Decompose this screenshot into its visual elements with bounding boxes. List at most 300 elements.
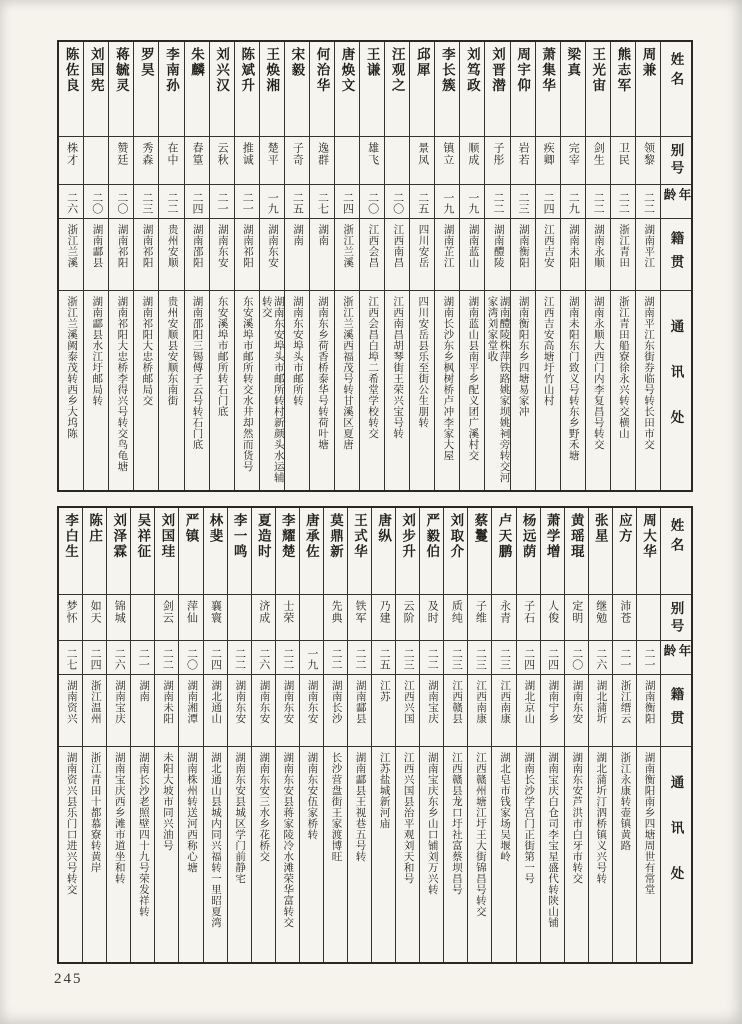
person-native-place: 湖南宁乡 bbox=[541, 674, 564, 746]
person-alias: 如天 bbox=[83, 594, 106, 640]
person-age: 二二 bbox=[276, 640, 299, 674]
person-name: 萧学增 bbox=[544, 513, 560, 560]
person-native-place: 湖北蒲圻 bbox=[589, 674, 612, 746]
person-age: 二一 bbox=[131, 640, 154, 674]
person-age: 二三 bbox=[468, 640, 491, 674]
person-native-place: 浙江青田 bbox=[611, 218, 635, 290]
page-number: 245 bbox=[54, 971, 83, 987]
person-address: 湖南宝庆西乡滩市道坐和转 bbox=[107, 746, 130, 962]
directory-table-top bbox=[57, 40, 693, 492]
person-native-place: 湖南 bbox=[131, 674, 154, 746]
person-name: 蔡鬘 bbox=[472, 513, 488, 544]
person-address: 贵州安顺县安顺东南街 bbox=[159, 290, 183, 490]
person-age: 二〇 bbox=[565, 640, 588, 674]
person-native-place: 江西南康 bbox=[468, 674, 491, 746]
person-name: 杨远荫 bbox=[520, 513, 536, 560]
person-age: 二〇 bbox=[360, 184, 384, 218]
person-alias: 子维 bbox=[468, 594, 491, 640]
person-native-place: 湖南芷江 bbox=[435, 218, 459, 290]
person-address: 湖南祁阳大忠桥李得兴号转交鸟龟塘 bbox=[109, 290, 133, 490]
person-name: 朱麟 bbox=[189, 47, 205, 78]
person-name: 唐焕文 bbox=[339, 47, 355, 94]
person-native-place: 湖南东安 bbox=[260, 218, 284, 290]
person-address: 湖南东乡荷香桥泰华号转荷叶塘 bbox=[310, 290, 334, 490]
header-alias: 别号 bbox=[661, 594, 691, 640]
person-alias: 定明 bbox=[565, 594, 588, 640]
table-row bbox=[260, 42, 285, 490]
person-alias: 在中 bbox=[159, 136, 183, 184]
person-age: 二五 bbox=[410, 184, 434, 218]
person-native-place: 湖南永顺 bbox=[586, 218, 610, 290]
person-name: 唐纵 bbox=[376, 513, 392, 544]
person-native-place: 湖南醴陵 bbox=[485, 218, 509, 290]
person-alias bbox=[335, 136, 359, 184]
person-native-place: 江西南昌 bbox=[385, 218, 409, 290]
person-address: 江西赣州塘江圩王大街锦昌号转交 bbox=[468, 746, 491, 962]
person-alias: 株才 bbox=[59, 136, 83, 184]
table-row bbox=[517, 508, 541, 962]
person-alias: 继勉 bbox=[589, 594, 612, 640]
table-row bbox=[360, 42, 385, 490]
person-native-place: 湖南长沙 bbox=[324, 674, 347, 746]
person-alias: 人俊 bbox=[541, 594, 564, 640]
person-alias: 乃建 bbox=[372, 594, 395, 640]
table-row bbox=[485, 42, 510, 490]
person-name: 莫鼎新 bbox=[327, 513, 343, 560]
person-address: 湖南长沙学宫门正街第一号 bbox=[517, 746, 540, 962]
person-name: 蒋毓灵 bbox=[113, 47, 129, 94]
person-alias: 卫民 bbox=[611, 136, 635, 184]
person-address: 东安溪埠市邮所转交水井却然而货号 bbox=[235, 290, 259, 490]
person-native-place: 贵州安顺 bbox=[159, 218, 183, 290]
person-name: 黄瑶琨 bbox=[568, 513, 584, 560]
person-native-place: 浙江缙云 bbox=[613, 674, 636, 746]
person-age: 二九 bbox=[561, 184, 585, 218]
person-alias: 楚平 bbox=[260, 136, 284, 184]
header-address: 通讯处 bbox=[661, 746, 691, 962]
person-address: 湖南邵阳三锡傅子云号转石门底 bbox=[185, 290, 209, 490]
person-alias: 子彤 bbox=[485, 136, 509, 184]
person-age: 二四 bbox=[83, 640, 106, 674]
header-column bbox=[661, 508, 691, 962]
person-alias: 锦城 bbox=[107, 594, 130, 640]
person-age: 二五 bbox=[285, 184, 309, 218]
person-address: 湖南长沙东乡枫树桥卢冲李家大屋 bbox=[435, 290, 459, 490]
person-native-place: 湖南衡阳 bbox=[637, 674, 660, 746]
header-age: 年龄 bbox=[661, 184, 691, 218]
table-row bbox=[59, 508, 83, 962]
person-native-place: 湖南宝庆 bbox=[107, 674, 130, 746]
person-age: 二二 bbox=[348, 640, 371, 674]
person-alias bbox=[385, 136, 409, 184]
person-native-place: 湖南衡阳 bbox=[511, 218, 535, 290]
person-name: 刘泽霖 bbox=[111, 513, 127, 560]
table-row bbox=[210, 42, 235, 490]
table-row bbox=[228, 508, 252, 962]
person-address: 湖南酃县王视巷五号转 bbox=[348, 746, 371, 962]
person-name: 刘取介 bbox=[448, 513, 464, 560]
person-native-place: 湖南祁阳 bbox=[134, 218, 158, 290]
person-alias: 沛苍 bbox=[613, 594, 636, 640]
person-alias: 领黎 bbox=[636, 136, 660, 184]
person-native-place: 浙江温州 bbox=[83, 674, 106, 746]
person-native-place: 湖南祁阳 bbox=[235, 218, 259, 290]
person-address: 湖南醴陵株萍铁路姚家坝姚祠旁转交河家湾刘家堂收 bbox=[485, 290, 509, 490]
person-age: 二三 bbox=[444, 640, 467, 674]
person-age: 二二 bbox=[324, 640, 347, 674]
person-name: 周宇仰 bbox=[515, 47, 531, 94]
person-address: 湖南东安三水乡花桥交 bbox=[252, 746, 275, 962]
person-alias: 春篁 bbox=[185, 136, 209, 184]
person-address: 湖南东安埠头市邮所转村新颜头水运辅转交 bbox=[260, 290, 284, 490]
table-row bbox=[460, 42, 485, 490]
person-age: 二三 bbox=[511, 184, 535, 218]
person-age: 二〇 bbox=[109, 184, 133, 218]
person-age: 二四 bbox=[536, 184, 560, 218]
person-age: 二二 bbox=[228, 640, 251, 674]
table-row bbox=[435, 42, 460, 490]
person-address: 湖南株州转送河西称心塘 bbox=[179, 746, 202, 962]
person-address: 江西赣县龙口圩社富蔡坝昌号 bbox=[444, 746, 467, 962]
table-row bbox=[492, 508, 516, 962]
table-row bbox=[131, 508, 155, 962]
header-column bbox=[661, 42, 691, 490]
person-alias: 先典 bbox=[324, 594, 347, 640]
person-name: 刘兴汉 bbox=[214, 47, 230, 94]
header-place: 籍贯 bbox=[661, 218, 691, 290]
table-row bbox=[410, 42, 435, 490]
person-name: 熊志军 bbox=[615, 47, 631, 94]
person-name: 严毅伯 bbox=[424, 513, 440, 560]
person-alias bbox=[228, 594, 251, 640]
person-name: 李一鸣 bbox=[231, 513, 247, 560]
person-native-place: 湖南平江 bbox=[636, 218, 660, 290]
person-alias bbox=[131, 594, 154, 640]
person-name: 夏造时 bbox=[255, 513, 271, 560]
person-address: 湖北皂市钱家场吴堰岭 bbox=[492, 746, 515, 962]
person-address: 湖南祁阳大忠桥邮局交 bbox=[134, 290, 158, 490]
person-age: 二〇 bbox=[84, 184, 108, 218]
person-native-place: 四川安岳 bbox=[410, 218, 434, 290]
person-alias: 秀森 bbox=[134, 136, 158, 184]
person-address: 四川安岳县乐至街公生朋转 bbox=[410, 290, 434, 490]
person-native-place: 湖南蓝山 bbox=[460, 218, 484, 290]
person-age: 二二 bbox=[586, 184, 610, 218]
person-age: 二五 bbox=[372, 640, 395, 674]
table-row bbox=[637, 508, 661, 962]
person-name: 宋毅 bbox=[289, 47, 305, 78]
table-row bbox=[84, 42, 109, 490]
person-age: 二四 bbox=[517, 640, 540, 674]
person-name: 唐承佐 bbox=[303, 513, 319, 560]
person-native-place: 湖南东安 bbox=[252, 674, 275, 746]
person-address: 浙江兰溪西福茂号转甘溪区夏唐 bbox=[335, 290, 359, 490]
person-alias: 镇立 bbox=[435, 136, 459, 184]
person-address: 未阳大坡市同兴油号 bbox=[155, 746, 178, 962]
table-row bbox=[310, 42, 335, 490]
person-name: 应方 bbox=[616, 513, 632, 544]
person-age: 二七 bbox=[59, 640, 82, 674]
person-address: 湖南平江东街券临号转长田市交 bbox=[636, 290, 660, 490]
person-alias: 完宰 bbox=[561, 136, 585, 184]
person-name: 何治华 bbox=[314, 47, 330, 94]
person-name: 张星 bbox=[592, 513, 608, 544]
header-name: 姓名 bbox=[668, 518, 684, 557]
person-address: 湖南宝庆白仓司李宝星盛代转陕山铺 bbox=[541, 746, 564, 962]
person-native-place: 湖南东安 bbox=[565, 674, 588, 746]
person-address: 湖南衡阳东乡四塘易家冲 bbox=[511, 290, 535, 490]
person-alias: 剑生 bbox=[586, 136, 610, 184]
person-name: 吴祥征 bbox=[135, 513, 151, 560]
person-address: 浙江青田船寮徐永兴转交横山 bbox=[611, 290, 635, 490]
table-row bbox=[565, 508, 589, 962]
person-name: 刘步升 bbox=[400, 513, 416, 560]
person-address: 湖南衡阳南乡四塘周世有常堂 bbox=[637, 746, 660, 962]
person-age: 一九 bbox=[260, 184, 284, 218]
person-alias: 云阶 bbox=[396, 594, 419, 640]
person-name: 严镇 bbox=[183, 513, 199, 544]
table-row bbox=[285, 42, 310, 490]
person-native-place: 湖南东安 bbox=[228, 674, 251, 746]
person-name: 王光宙 bbox=[590, 47, 606, 94]
table-row bbox=[252, 508, 276, 962]
table-row bbox=[235, 42, 260, 490]
person-address: 江西兴国县治平观刘天和号 bbox=[396, 746, 419, 962]
table-row bbox=[276, 508, 300, 962]
person-address: 湖南东安伍家桥转 bbox=[300, 746, 323, 962]
person-alias: 梦怀 bbox=[59, 594, 82, 640]
table-row bbox=[561, 42, 586, 490]
table-row bbox=[335, 42, 360, 490]
table-row bbox=[586, 42, 611, 490]
person-native-place: 湖南 bbox=[285, 218, 309, 290]
person-alias bbox=[300, 594, 323, 640]
person-age: 二四 bbox=[204, 640, 227, 674]
person-name: 李耀楚 bbox=[279, 513, 295, 560]
person-native-place: 湖北京山 bbox=[517, 674, 540, 746]
person-age: 二一 bbox=[235, 184, 259, 218]
person-native-place: 湖南邵阳 bbox=[185, 218, 209, 290]
person-native-place: 浙江兰溪 bbox=[59, 218, 83, 290]
person-alias: 逸群 bbox=[310, 136, 334, 184]
person-age: 二四 bbox=[541, 640, 564, 674]
person-native-place: 湖南 bbox=[310, 218, 334, 290]
person-address: 江西南昌胡琴街王荣兴宝号转 bbox=[385, 290, 409, 490]
table-row bbox=[155, 508, 179, 962]
person-alias: 岩若 bbox=[511, 136, 535, 184]
person-age: 二三 bbox=[492, 640, 515, 674]
person-native-place: 江西南康 bbox=[492, 674, 515, 746]
person-name: 梁真 bbox=[565, 47, 581, 78]
person-age: 二四 bbox=[335, 184, 359, 218]
person-age: 一九 bbox=[460, 184, 484, 218]
table-row bbox=[134, 42, 159, 490]
header-address: 通讯处 bbox=[661, 290, 691, 490]
person-age: 二四 bbox=[185, 184, 209, 218]
person-native-place: 浙江兰溪 bbox=[335, 218, 359, 290]
table-row bbox=[420, 508, 444, 962]
person-age: 二六 bbox=[59, 184, 83, 218]
person-native-place: 江苏 bbox=[372, 674, 395, 746]
person-address: 东安溪埠市邮所转石门底 bbox=[210, 290, 234, 490]
person-alias: 推诚 bbox=[235, 136, 259, 184]
person-address: 浙江永康转壶镇黄路 bbox=[613, 746, 636, 962]
table-row bbox=[444, 508, 468, 962]
person-name: 王式华 bbox=[352, 513, 368, 560]
person-name: 刘国宪 bbox=[88, 47, 104, 94]
person-age: 二六 bbox=[107, 640, 130, 674]
header-name: 姓名 bbox=[668, 52, 684, 91]
table-row bbox=[385, 42, 410, 490]
person-address: 湖北蒲圻汀泗桥镇义兴号转 bbox=[589, 746, 612, 962]
person-address: 江西吉安高塘圩竹山村 bbox=[536, 290, 560, 490]
person-address: 湖南永顺大西门内李复昌号转交 bbox=[586, 290, 610, 490]
table-row bbox=[611, 42, 636, 490]
person-alias: 赞廷 bbox=[109, 136, 133, 184]
person-address: 湖南东安县蒋家陵冷水滩荣华富转交 bbox=[276, 746, 299, 962]
person-age: 二六 bbox=[252, 640, 275, 674]
person-name: 李南孙 bbox=[163, 47, 179, 94]
person-address: 湖南宝庆东乡山口铺刘万兴转 bbox=[420, 746, 443, 962]
person-name: 罗昊 bbox=[138, 47, 154, 78]
person-name: 卢天鹏 bbox=[496, 513, 512, 560]
person-name: 陈庄 bbox=[87, 513, 103, 544]
person-address: 江西会昌白埠二希堂学校转交 bbox=[360, 290, 384, 490]
person-alias: 永青 bbox=[492, 594, 515, 640]
person-address: 湖南东安县城区学门前静宅 bbox=[228, 746, 251, 962]
person-age: 二〇 bbox=[385, 184, 409, 218]
person-age: 二二 bbox=[636, 184, 660, 218]
person-address: 湖南资兴县乐门口进兴号转交 bbox=[59, 746, 82, 962]
table-row bbox=[613, 508, 637, 962]
person-age: 一九 bbox=[435, 184, 459, 218]
person-native-place: 湖南东安 bbox=[276, 674, 299, 746]
person-alias: 铁军 bbox=[348, 594, 371, 640]
person-alias: 雄飞 bbox=[360, 136, 384, 184]
person-native-place: 湖南未阳 bbox=[561, 218, 585, 290]
person-native-place: 湖南宝庆 bbox=[420, 674, 443, 746]
person-name: 刘国珪 bbox=[159, 513, 175, 560]
person-address: 湖南东安芦洪市白牙市转交 bbox=[565, 746, 588, 962]
person-address: 湖南蓝山县南平乡配义团广溪村交 bbox=[460, 290, 484, 490]
table-row bbox=[511, 42, 536, 490]
table-row bbox=[59, 42, 84, 490]
person-native-place: 湖南祁阳 bbox=[109, 218, 133, 290]
table-row bbox=[179, 508, 203, 962]
person-alias: 士荣 bbox=[276, 594, 299, 640]
person-native-place: 湖南资兴 bbox=[59, 674, 82, 746]
table-row bbox=[159, 42, 184, 490]
person-address: 湖南东安埠头市邮所转 bbox=[285, 290, 309, 490]
person-alias: 顺成 bbox=[460, 136, 484, 184]
person-age: 二二 bbox=[420, 640, 443, 674]
person-name: 邱犀 bbox=[414, 47, 430, 78]
person-name: 汪观之 bbox=[389, 47, 405, 94]
person-alias: 子奇 bbox=[285, 136, 309, 184]
header-age: 年龄 bbox=[661, 640, 691, 674]
person-native-place: 湖南东安 bbox=[210, 218, 234, 290]
person-native-place: 江西吉安 bbox=[536, 218, 560, 290]
person-alias: 襄寰 bbox=[204, 594, 227, 640]
person-alias: 剑云 bbox=[155, 594, 178, 640]
person-name: 李白生 bbox=[63, 513, 79, 560]
person-address: 湖南酃县水江圩邮局转 bbox=[84, 290, 108, 490]
person-alias: 疾卿 bbox=[536, 136, 560, 184]
table-row bbox=[348, 508, 372, 962]
person-name: 刘笃政 bbox=[464, 47, 480, 94]
person-name: 萧集华 bbox=[540, 47, 556, 94]
person-alias: 质纯 bbox=[444, 594, 467, 640]
header-place: 籍贯 bbox=[661, 674, 691, 746]
person-native-place: 湖南酃县 bbox=[348, 674, 371, 746]
person-address: 湖南未阳东门致义号转东乡野禾塘 bbox=[561, 290, 585, 490]
person-name: 林斐 bbox=[207, 513, 223, 544]
table-row bbox=[541, 508, 565, 962]
person-age: 二六 bbox=[589, 640, 612, 674]
person-alias: 及时 bbox=[420, 594, 443, 640]
person-name: 李长簇 bbox=[439, 47, 455, 94]
table-row bbox=[536, 42, 561, 490]
person-address: 江苏盐城新河庙 bbox=[372, 746, 395, 962]
person-alias: 云秋 bbox=[210, 136, 234, 184]
person-alias bbox=[84, 136, 108, 184]
person-age: 二七 bbox=[310, 184, 334, 218]
person-name: 周兼 bbox=[640, 47, 656, 78]
person-age: 二三 bbox=[134, 184, 158, 218]
person-native-place: 江西会昌 bbox=[360, 218, 384, 290]
person-age: 二〇 bbox=[179, 640, 202, 674]
person-age: 二三 bbox=[396, 640, 419, 674]
person-age: 二二 bbox=[611, 184, 635, 218]
person-name: 王谦 bbox=[364, 47, 380, 78]
person-alias: 子石 bbox=[517, 594, 540, 640]
person-name: 陈斌升 bbox=[239, 47, 255, 94]
table-row bbox=[372, 508, 396, 962]
table-row bbox=[109, 42, 134, 490]
person-age: 二一 bbox=[637, 640, 660, 674]
person-alias: 萍仙 bbox=[179, 594, 202, 640]
person-age: 二一 bbox=[210, 184, 234, 218]
person-age: 一九 bbox=[300, 640, 323, 674]
table-row bbox=[468, 508, 492, 962]
person-native-place: 湖南酃县 bbox=[84, 218, 108, 290]
person-native-place: 湖北通山 bbox=[204, 674, 227, 746]
person-alias bbox=[637, 594, 660, 640]
person-address: 浙江兰溪阙泰茂转西乡大坞陈 bbox=[59, 290, 83, 490]
table-row bbox=[83, 508, 107, 962]
person-native-place: 江西赣县 bbox=[444, 674, 467, 746]
table-row bbox=[396, 508, 420, 962]
person-age: 二二 bbox=[485, 184, 509, 218]
person-name: 周大华 bbox=[640, 513, 656, 560]
person-name: 陈佐良 bbox=[63, 47, 79, 94]
table-row bbox=[636, 42, 661, 490]
person-address: 长沙营盘街王家渡博旺 bbox=[324, 746, 347, 962]
table-row bbox=[300, 508, 324, 962]
person-alias: 济成 bbox=[252, 594, 275, 640]
person-age: 二二 bbox=[159, 184, 183, 218]
table-row bbox=[324, 508, 348, 962]
person-native-place: 湖南东安 bbox=[300, 674, 323, 746]
person-native-place: 江西兴国 bbox=[396, 674, 419, 746]
person-age: 二二 bbox=[155, 640, 178, 674]
table-row bbox=[185, 42, 210, 490]
table-row bbox=[204, 508, 228, 962]
person-native-place: 湖南湘潭 bbox=[179, 674, 202, 746]
person-address: 湖南长沙老照壁四十九号荣发祥转 bbox=[131, 746, 154, 962]
person-address: 浙江青田十都慕寮转黄岸 bbox=[83, 746, 106, 962]
person-address: 湖北通山县城内同兴福转一里昭夏湾 bbox=[204, 746, 227, 962]
